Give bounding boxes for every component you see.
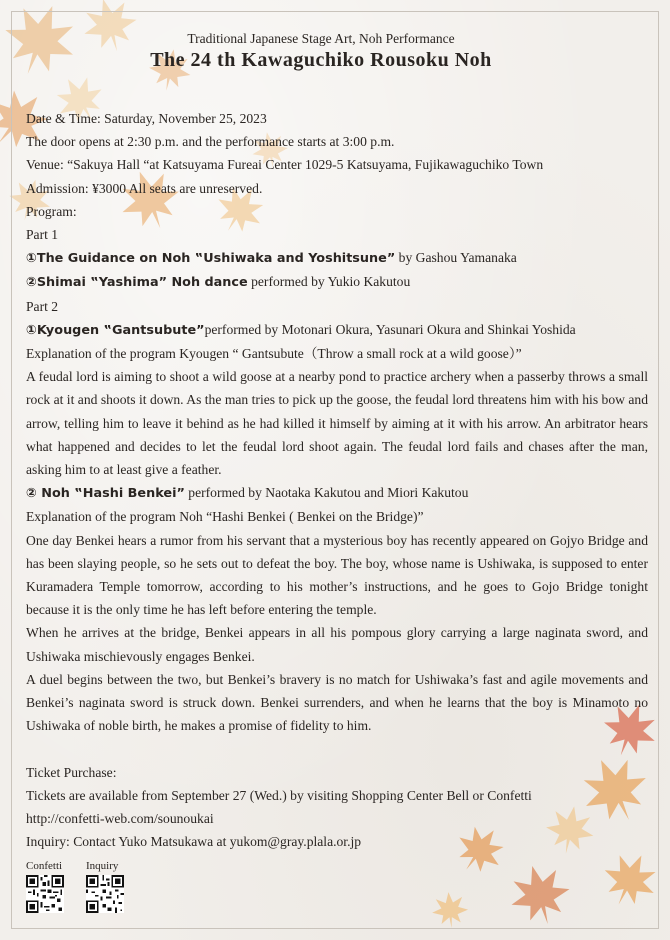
qr-block-confetti [26,860,64,918]
qr-code-icon[interactable] [86,875,124,913]
page-title: The 24 th Kawaguchiko Rousoku Noh [150,49,492,71]
part2-item2 [26,481,648,505]
part2-item1-performer: performed by Motonari Okura, Yasunari Okura and Shinkai Yoshida [204,321,576,337]
part1-item1-title: ①The Guidance on Noh ‟Ushiwaka and Yoshitsune” [26,251,396,267]
program-label: Program: [26,203,77,219]
door-time: The door opens at 2:30 p.m. and the performance starts at 3:00 p.m. [26,134,395,150]
part2-explain2: Explanation of the program Noh “Hashi Benkei ( Benkei on the Bridge)” [26,509,424,525]
ticket-url[interactable]: http://confetti-web.com/sounoukai [26,811,214,827]
part1-item2-performer: performed by Yukio Kakutou [247,274,411,290]
part1-item1-performer: by Gashou Yamanaka [395,250,517,266]
part2-item2-title: ② Noh ‟Hashi Benkei” [26,486,185,502]
part2-explain1: Explanation of the program Kyougen “ Gantsubute（Throw a small rock at a wild goose）” [26,346,522,362]
part1-item2-title: ②Shimai ‟Yashima” Noh dance [26,275,248,291]
ticket-availability: Tickets are available from September 27 (Wed.) by visiting Shopping Center Bell or Confetti [26,787,532,803]
qr-block-inquiry [86,860,124,918]
part2-story2c: A duel begins between the two, but Benkei’s bravery is no match for Ushiwaka’s fast and agile movements and Benkei’s naginata sword is struck down. Benkei surrenders, and when he learns that the boy is Minamoto no Ushiwaka of noble birth, he makes a promise of fidelity to him. [26,671,648,734]
part1-item1 [26,246,648,270]
date-time: Date & Time: Saturday, November 25, 2023 [26,111,267,126]
qr-label-inquiry: Inquiry [86,860,119,872]
header [26,30,646,72]
qr-code-icon[interactable] [26,875,64,913]
admission: Admission: ¥3000 All seats are unreserved. [26,180,263,196]
spacer [26,737,648,760]
venue: Venue: “Sakuya Hall “at Katsuyama Fureai Center 1029-5 Katsuyama, Fujikawaguchiko Town [26,157,544,173]
document-body [26,107,648,853]
part2-story1: A feudal lord is aiming to shoot a wild goose at a nearby pond to practice archery when a passerby throws a small rock at it and shoots it down. As the man tries to pick up the goose, the feudal lord threatens him with his bow and arrow, telling him to leave it behind as he had killed it himself by aiming at it with his arrow. An arbitrator hears what happened and decides to let the feudal lord shoot again. The feudal lord fails and chases after the man, asking him to at least give a feather. [26,369,648,478]
page-subtitle: Traditional Japanese Stage Art, Noh Performance [187,31,455,46]
part1-label: Part 1 [26,227,59,243]
part2-label: Part 2 [26,298,59,314]
ticket-inquiry[interactable]: Inquiry: Contact Yuko Matsukawa at yukom@gray.plala.or.jp [26,834,362,850]
part2-story2a: One day Benkei hears a rumor from his servant that a mysterious boy has recently appeared on Gojyo Bridge and has been slaying people, so he sets out to defeat the boy. The boy, whose name is Ushiwaka, is supposed to enter Kuramadera Temple tomorrow, according to his mother’s instructions, and he goes to Gojo Bridge tonight because it is the only time he has left before entering the temple. [26,532,648,618]
part2-item1 [26,318,648,342]
part2-story2b: When he arrives at the bridge, Benkei appears in all his pompous glory carrying a large naginata sword, and Ushiwaka mischievously engages Benkei. [26,625,648,664]
qr-label-confetti: Confetti [26,860,63,872]
part2-item1-title: ①Kyougen ‟Gantsubute” [26,322,205,338]
part2-item2-performer: performed by Naotaka Kakutou and Miori Kakutou [184,485,469,501]
ticket-label: Ticket Purchase: [26,764,117,780]
part1-item2 [26,270,648,294]
